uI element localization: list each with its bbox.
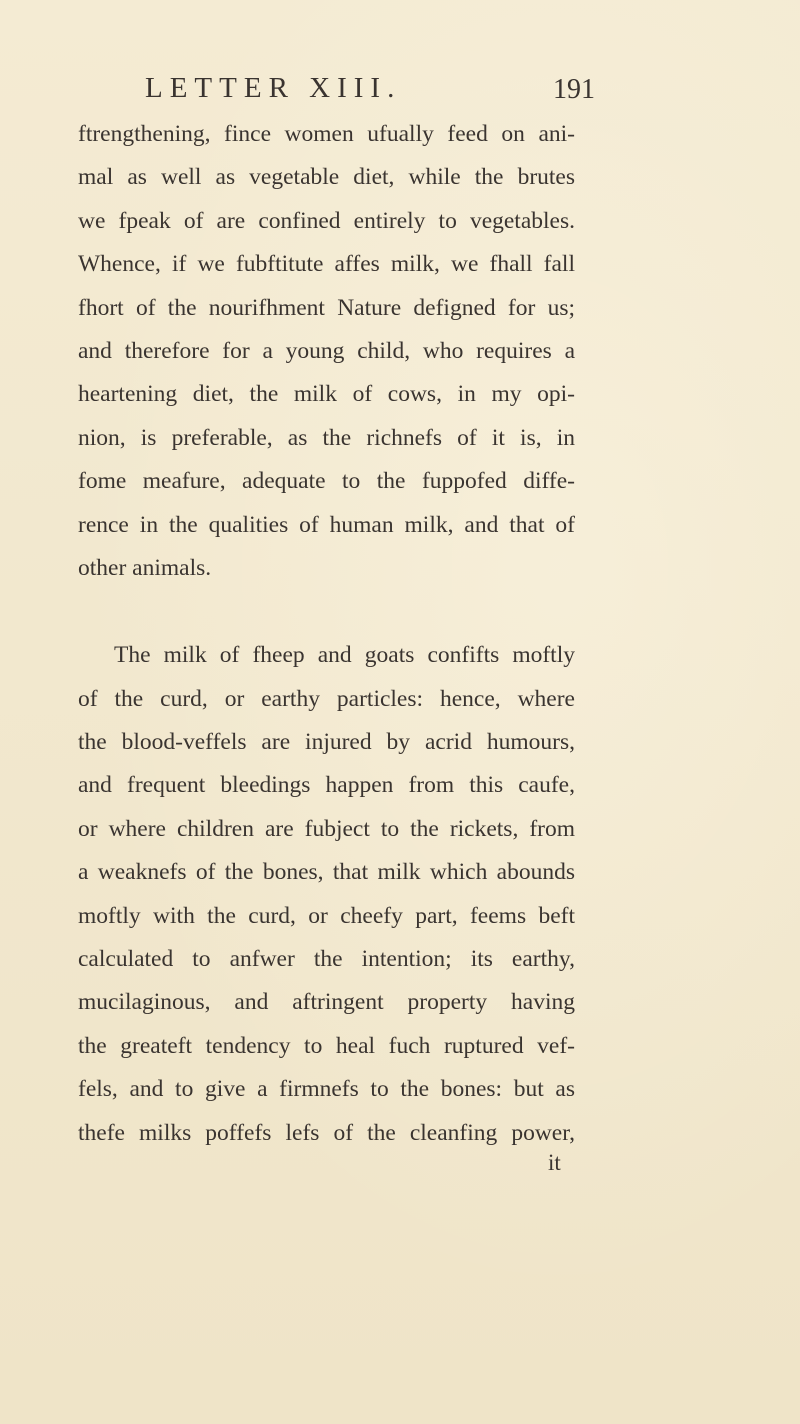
text-line: we fpeak of are confined entirely to vegetables. (78, 207, 575, 234)
text-line: ftrengthening, fince women ufually feed on ani- (78, 121, 575, 147)
text-line: fome meafure, adequate to the fuppofed diffe- (78, 468, 575, 495)
text-line: thefe milks poffefs lefs of the cleanfing power, (78, 1119, 575, 1146)
page-number: 191 (553, 74, 595, 105)
text-line: fhort of the nourifhment Nature defigned for us; (78, 294, 575, 321)
text-line: the greateft tendency to heal fuch ruptured vef- (78, 1032, 575, 1059)
text-line: a weaknefs of the bones, that milk which abounds (78, 859, 575, 886)
paragraph-1 (78, 113, 575, 590)
text-line: or where children are fubject to the rickets, from (78, 815, 575, 842)
text-line: rence in the qualities of human milk, and that of (78, 511, 575, 538)
paragraph-2 (78, 634, 575, 1155)
text-line: and frequent bleedings happen from this caufe, (78, 772, 575, 799)
catchword: it (548, 1150, 561, 1175)
text-line: mal as well as vegetable diet, while the brutes (78, 164, 575, 191)
body-text (78, 113, 575, 1155)
text-line: nion, is preferable, as the richnefs of it is, in (78, 424, 575, 451)
text-line: the blood-veffels are injured by acrid humours, (78, 729, 575, 756)
text-line: and therefore for a young child, who requires a (78, 337, 575, 364)
text-line: fels, and to give a firmnefs to the bones: but as (78, 1076, 575, 1103)
page-header (145, 72, 595, 112)
text-line: heartening diet, the milk of cows, in my opi- (78, 381, 575, 408)
text-line: The milk of fheep and goats confifts moftly (114, 642, 575, 669)
text-line: of the curd, or earthy particles: hence, where (78, 685, 575, 712)
text-line: mucilaginous, and aftringent property having (78, 989, 575, 1016)
paragraph-gap (78, 590, 575, 634)
text-line: moftly with the curd, or cheefy part, feems beft (78, 902, 575, 929)
text-line: calculated to anfwer the intention; its earthy, (78, 946, 575, 973)
text-line: Whence, if we fubftitute affes milk, we fhall fall (78, 251, 575, 278)
running-head: LETTER XIII. (145, 72, 402, 104)
text-line: other animals. (78, 554, 212, 581)
